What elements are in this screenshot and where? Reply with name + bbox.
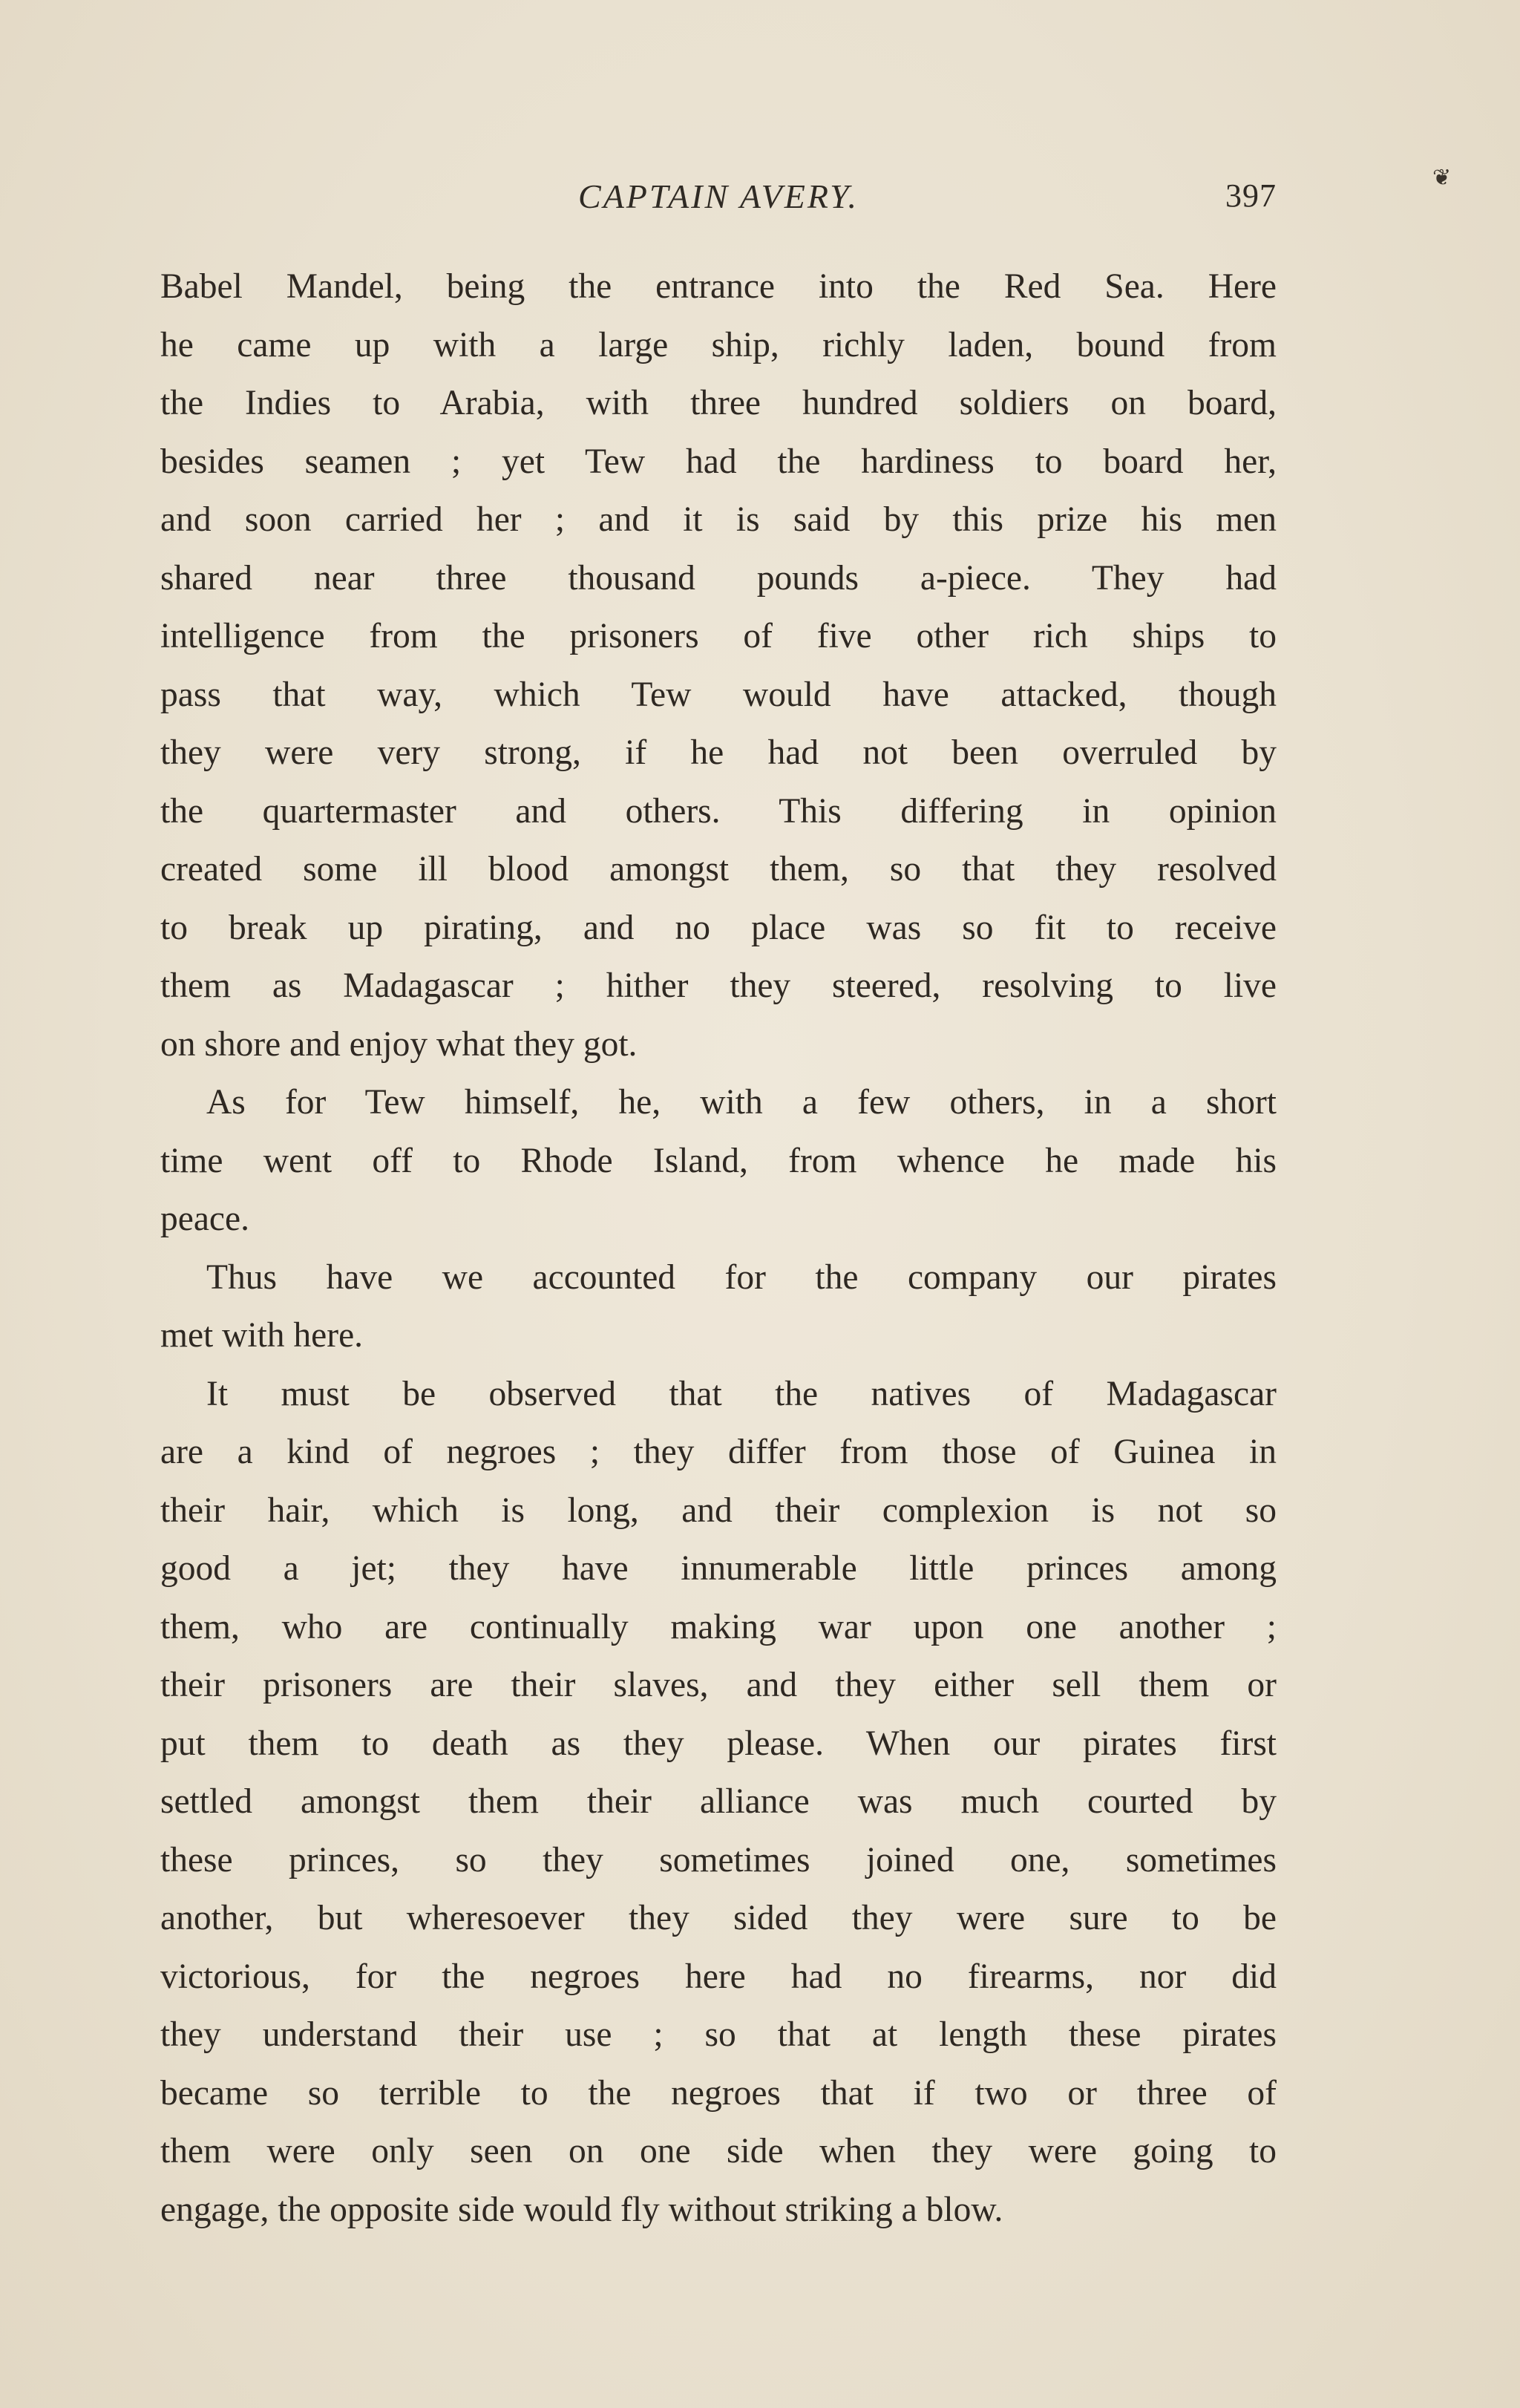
text-line: As for Tew himself, he, with a few others, in a short [206,1083,1277,1122]
text-line: It must be observed that the natives of Madagascar [206,1374,1277,1413]
running-head [160,177,1277,229]
text-line: settled amongst them their alliance was much courted by [160,1782,1277,1821]
text-line: they were very strong, if he had not been overruled by [160,733,1277,772]
paragraph [160,258,1277,1073]
text-line: engage, the opposite side would fly without striking a blow. [160,2190,1003,2229]
text-line: besides seamen ; yet Tew had the hardiness to board her, [160,442,1277,481]
text-line: became so terrible to the negroes that if two or three of [160,2073,1277,2113]
text-line: met with here. [160,1316,364,1355]
text-line: another, but wheresoever they sided they were sure to be [160,1899,1277,1937]
text-line: and soon carried her ; and it is said by this prize his men [160,500,1277,539]
text-line: intelligence from the prisoners of five other rich ships to [160,617,1277,655]
text-line: pass that way, which Tew would have attacked, though [160,675,1277,714]
page-number: 397 [1225,177,1277,214]
text-line: peace. [160,1200,249,1238]
text-line: are a kind of negroes ; they differ from those of Guinea in [160,1433,1277,1471]
body-text [160,258,1277,2239]
text-line: to break up pirating, and no place was so fit to receive [160,908,1277,947]
text-line: their prisoners are their slaves, and they either sell them or [160,1666,1277,1704]
paragraph [160,1365,1277,2239]
text-line: on shore and enjoy what they got. [160,1024,638,1064]
text-line: these princes, so they sometimes joined one, sometimes [160,1840,1277,1879]
text-line: good a jet; they have innumerable little princes among [160,1549,1277,1588]
text-line: Babel Mandel, being the entrance into the Red Sea. Here [160,267,1277,306]
text-line: shared near three thousand pounds a-piece. They had [160,558,1277,598]
paragraph [160,1249,1277,1365]
text-line: the quartermaster and others. This differing in opinion [160,791,1277,831]
text-line: Thus have we accounted for the company our pirates [206,1257,1277,1297]
text-line: he came up with a large ship, richly laden, bound from [160,325,1277,364]
text-line: they understand their use ; so that at length these pirates [160,2015,1277,2054]
text-line: them as Madagascar ; hither they steered, resolving to live [160,966,1277,1005]
running-title: CAPTAIN AVERY. [578,177,859,215]
printer-ornament: ❦ [1432,165,1452,191]
text-line: time went off to Rhode Island, from whence he made his [160,1141,1277,1180]
text-line: victorious, for the negroes here had no firearms, nor did [160,1957,1277,1996]
text-line: them, who are continually making war upon one another ; [160,1607,1277,1646]
text-line: created some ill blood amongst them, so that they resolved [160,850,1277,889]
text-line: them were only seen on one side when they were going to [160,2132,1277,2170]
text-line: put them to death as they please. When our pirates first [160,1724,1277,1763]
text-line: the Indies to Arabia, with three hundred soldiers on board, [160,384,1277,422]
paragraph [160,1073,1277,1249]
text-line: their hair, which is long, and their complexion is not so [160,1491,1277,1530]
